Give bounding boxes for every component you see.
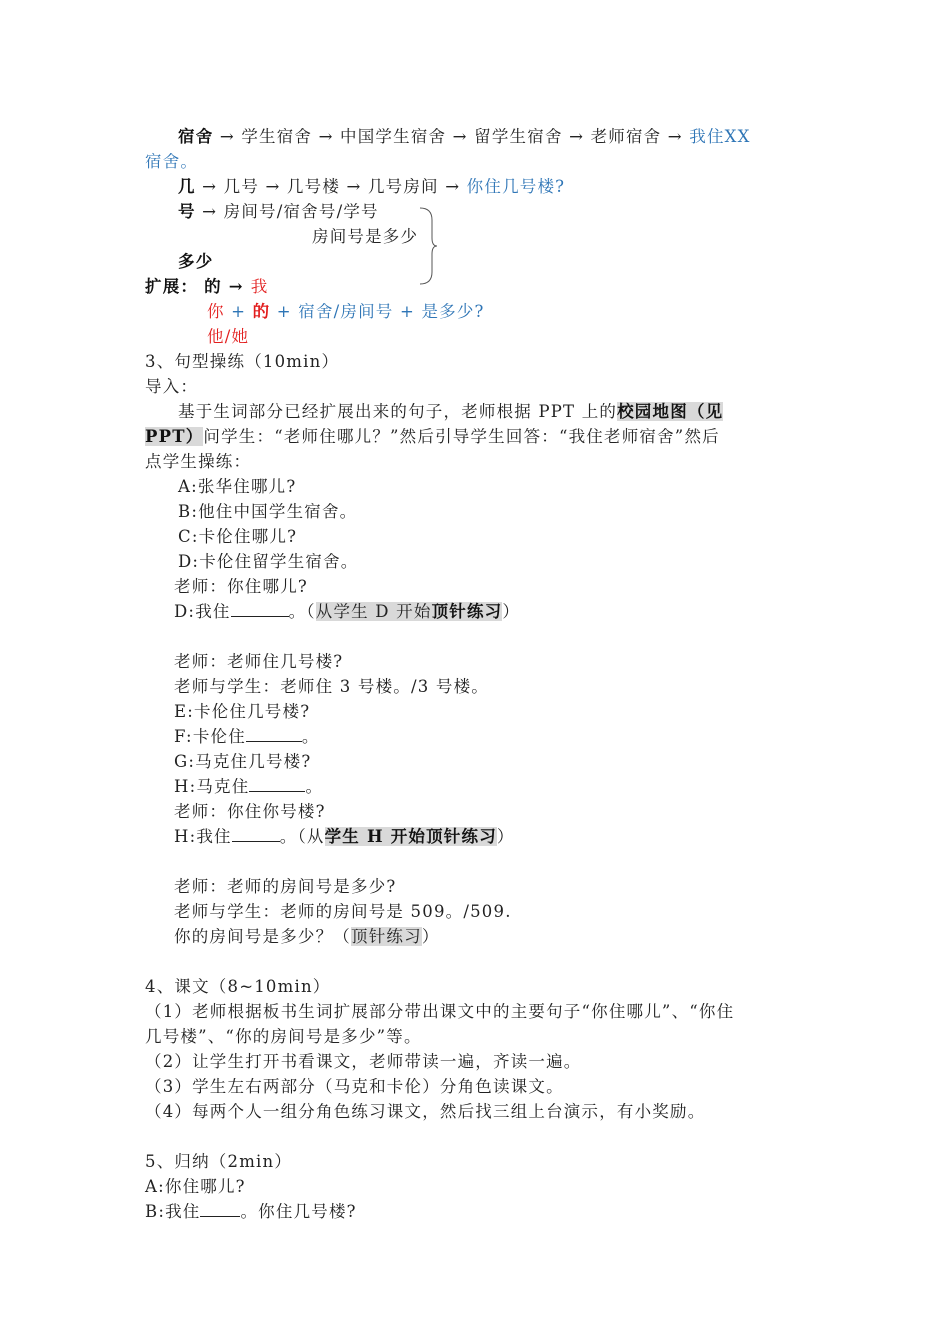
dialogue-line: [174, 825, 515, 849]
vocab-example: 我住XX: [689, 127, 751, 146]
dialogue-line: [174, 775, 323, 799]
section-4-item: （4）每两个人一组分角色练习课文，然后找三组上台演示，有小奖励。: [145, 1102, 706, 1121]
section-4-item: 几号楼”、“你的房间号是多少”等。: [145, 1027, 422, 1046]
section-4-item: （3）学生左右两部分（马克和卡伦）分角色读课文。: [145, 1077, 564, 1096]
vocab-chain: → 学生宿舍 → 中国学生宿舍 → 留学生宿舍 → 老师宿舍 →: [213, 127, 690, 146]
dialogue-line: 老师与学生：老师住 3 号楼。/3 号楼。: [174, 677, 489, 696]
dialogue-text: 。: [301, 727, 320, 746]
dialogue-text: 你的房间号是多少？（: [174, 927, 351, 946]
vocab-chain: → 几号 → 几号楼 → 几号房间 →: [195, 177, 467, 196]
vocab-ji-line: [178, 175, 565, 199]
dialogue-text: ）: [421, 927, 440, 946]
brace-icon: [418, 206, 438, 286]
extend-de2: 的: [252, 302, 271, 321]
dialogue-line: 老师：你住你号楼?: [174, 802, 326, 821]
extend-de: 的: [204, 277, 222, 296]
extend-line-2: [207, 300, 485, 324]
vocab-head: 几: [178, 177, 196, 196]
dialogue-line: 老师：老师住几号楼?: [174, 652, 344, 671]
highlight-note-bold: 顶针练习: [431, 602, 503, 621]
dialogue-line: 老师与学生：老师的房间号是 509。/509.: [174, 902, 512, 921]
dialogue-text: 。（从: [279, 827, 325, 846]
extend-shi: 是多少?: [421, 302, 485, 321]
dialogue-line: B:他住中国学生宿舍。: [178, 502, 358, 521]
dialogue-text: F:卡伦住: [174, 727, 246, 746]
fill-blank: [231, 600, 289, 617]
dialogue-text: H:马克住: [174, 777, 250, 796]
dialogue-line: 老师：你住哪儿?: [174, 577, 308, 596]
vocab-fangjian-line: 房间号是多少: [312, 227, 419, 246]
vocab-chain: → 房间号/宿舍号/学号: [195, 202, 379, 221]
dialogue-line: A:你住哪儿?: [145, 1177, 246, 1196]
section-5-title: 5、归纳（2min）: [145, 1152, 293, 1171]
dialogue-text: B:我住: [145, 1202, 201, 1221]
extend-line-3: 他/她: [207, 327, 250, 346]
dialogue-line: D:卡伦住留学生宿舍。: [178, 552, 359, 571]
extend-plus: +: [224, 302, 253, 321]
highlight-note-bold: 学生 H 开始顶针练习: [324, 827, 497, 846]
dialogue-text: 。: [305, 777, 324, 796]
dialogue-line: G:马克住几号楼?: [174, 752, 312, 771]
section-3-title: 3、句型操练（10min）: [145, 352, 340, 371]
extend-label: 扩展：: [145, 277, 199, 296]
section-3-paragraph-line-1: [178, 400, 723, 424]
paragraph-text: 基于生词部分已经扩展出来的句子，老师根据 PPT 上的: [178, 402, 618, 421]
vocab-susha-line-2: 宿舍。: [145, 152, 199, 171]
dialogue-line: E:卡伦住几号楼?: [174, 702, 311, 721]
extend-plus: +: [270, 302, 299, 321]
highlight-map: 校园地图（见: [617, 402, 724, 421]
vocab-head: 号: [178, 202, 196, 221]
dialogue-text: ）: [496, 827, 515, 846]
extend-ni: 你: [207, 302, 225, 321]
extend-wo: 我: [250, 277, 269, 296]
section-3-paragraph-line-2: [145, 425, 720, 449]
vocab-example: 你住几号楼?: [466, 177, 566, 196]
extend-line-1: [145, 275, 268, 299]
dialogue-line: [174, 600, 520, 624]
vocab-susha-line: [178, 125, 751, 149]
dialogue-line: C:卡伦住哪儿?: [178, 527, 298, 546]
vocab-head: 宿舍: [178, 127, 214, 146]
dialogue-text: H:我住: [174, 827, 232, 846]
fill-blank: [246, 725, 302, 742]
highlight-note: 顶针练习: [351, 927, 422, 946]
dialogue-text: 。你住几号楼?: [240, 1202, 357, 1221]
section-4-title: 4、课文（8~10min）: [145, 977, 331, 996]
vocab-duoshao-line: 多少: [178, 252, 214, 271]
vocab-hao-line: [178, 200, 379, 224]
extend-plus: +: [393, 302, 422, 321]
dialogue-line: A:张华住哪儿?: [178, 477, 297, 496]
section-4-item: （2）让学生打开书看课文，老师带读一遍，齐读一遍。: [145, 1052, 582, 1071]
dialogue-text: 。（: [288, 602, 316, 621]
section-3-paragraph-line-3: 点学生操练：: [145, 452, 252, 471]
fill-blank: [232, 825, 280, 842]
section-3-intro: 导入：: [145, 377, 199, 396]
section-4-item: （1）老师根据板书生词扩展部分带出课文中的主要句子“你住哪儿”、“你住: [145, 1002, 735, 1021]
highlight-ppt: PPT）: [145, 427, 204, 446]
fill-blank: [200, 1200, 240, 1217]
highlight-note: 从学生 D 开始: [315, 602, 432, 621]
dialogue-line: 老师：老师的房间号是多少?: [174, 877, 397, 896]
extend-arrow: →: [221, 277, 251, 296]
dialogue-line: [174, 725, 320, 749]
fill-blank: [249, 775, 305, 792]
dialogue-line: [145, 1200, 357, 1224]
paragraph-text: 问学生：“老师住哪儿？”然后引导学生回答：“我住老师宿舍”然后: [203, 427, 720, 446]
dialogue-text: D:我住: [174, 602, 231, 621]
extend-dorm: 宿舍/房间号: [298, 302, 394, 321]
dialogue-text: ）: [502, 602, 521, 621]
dialogue-line: [174, 925, 440, 949]
